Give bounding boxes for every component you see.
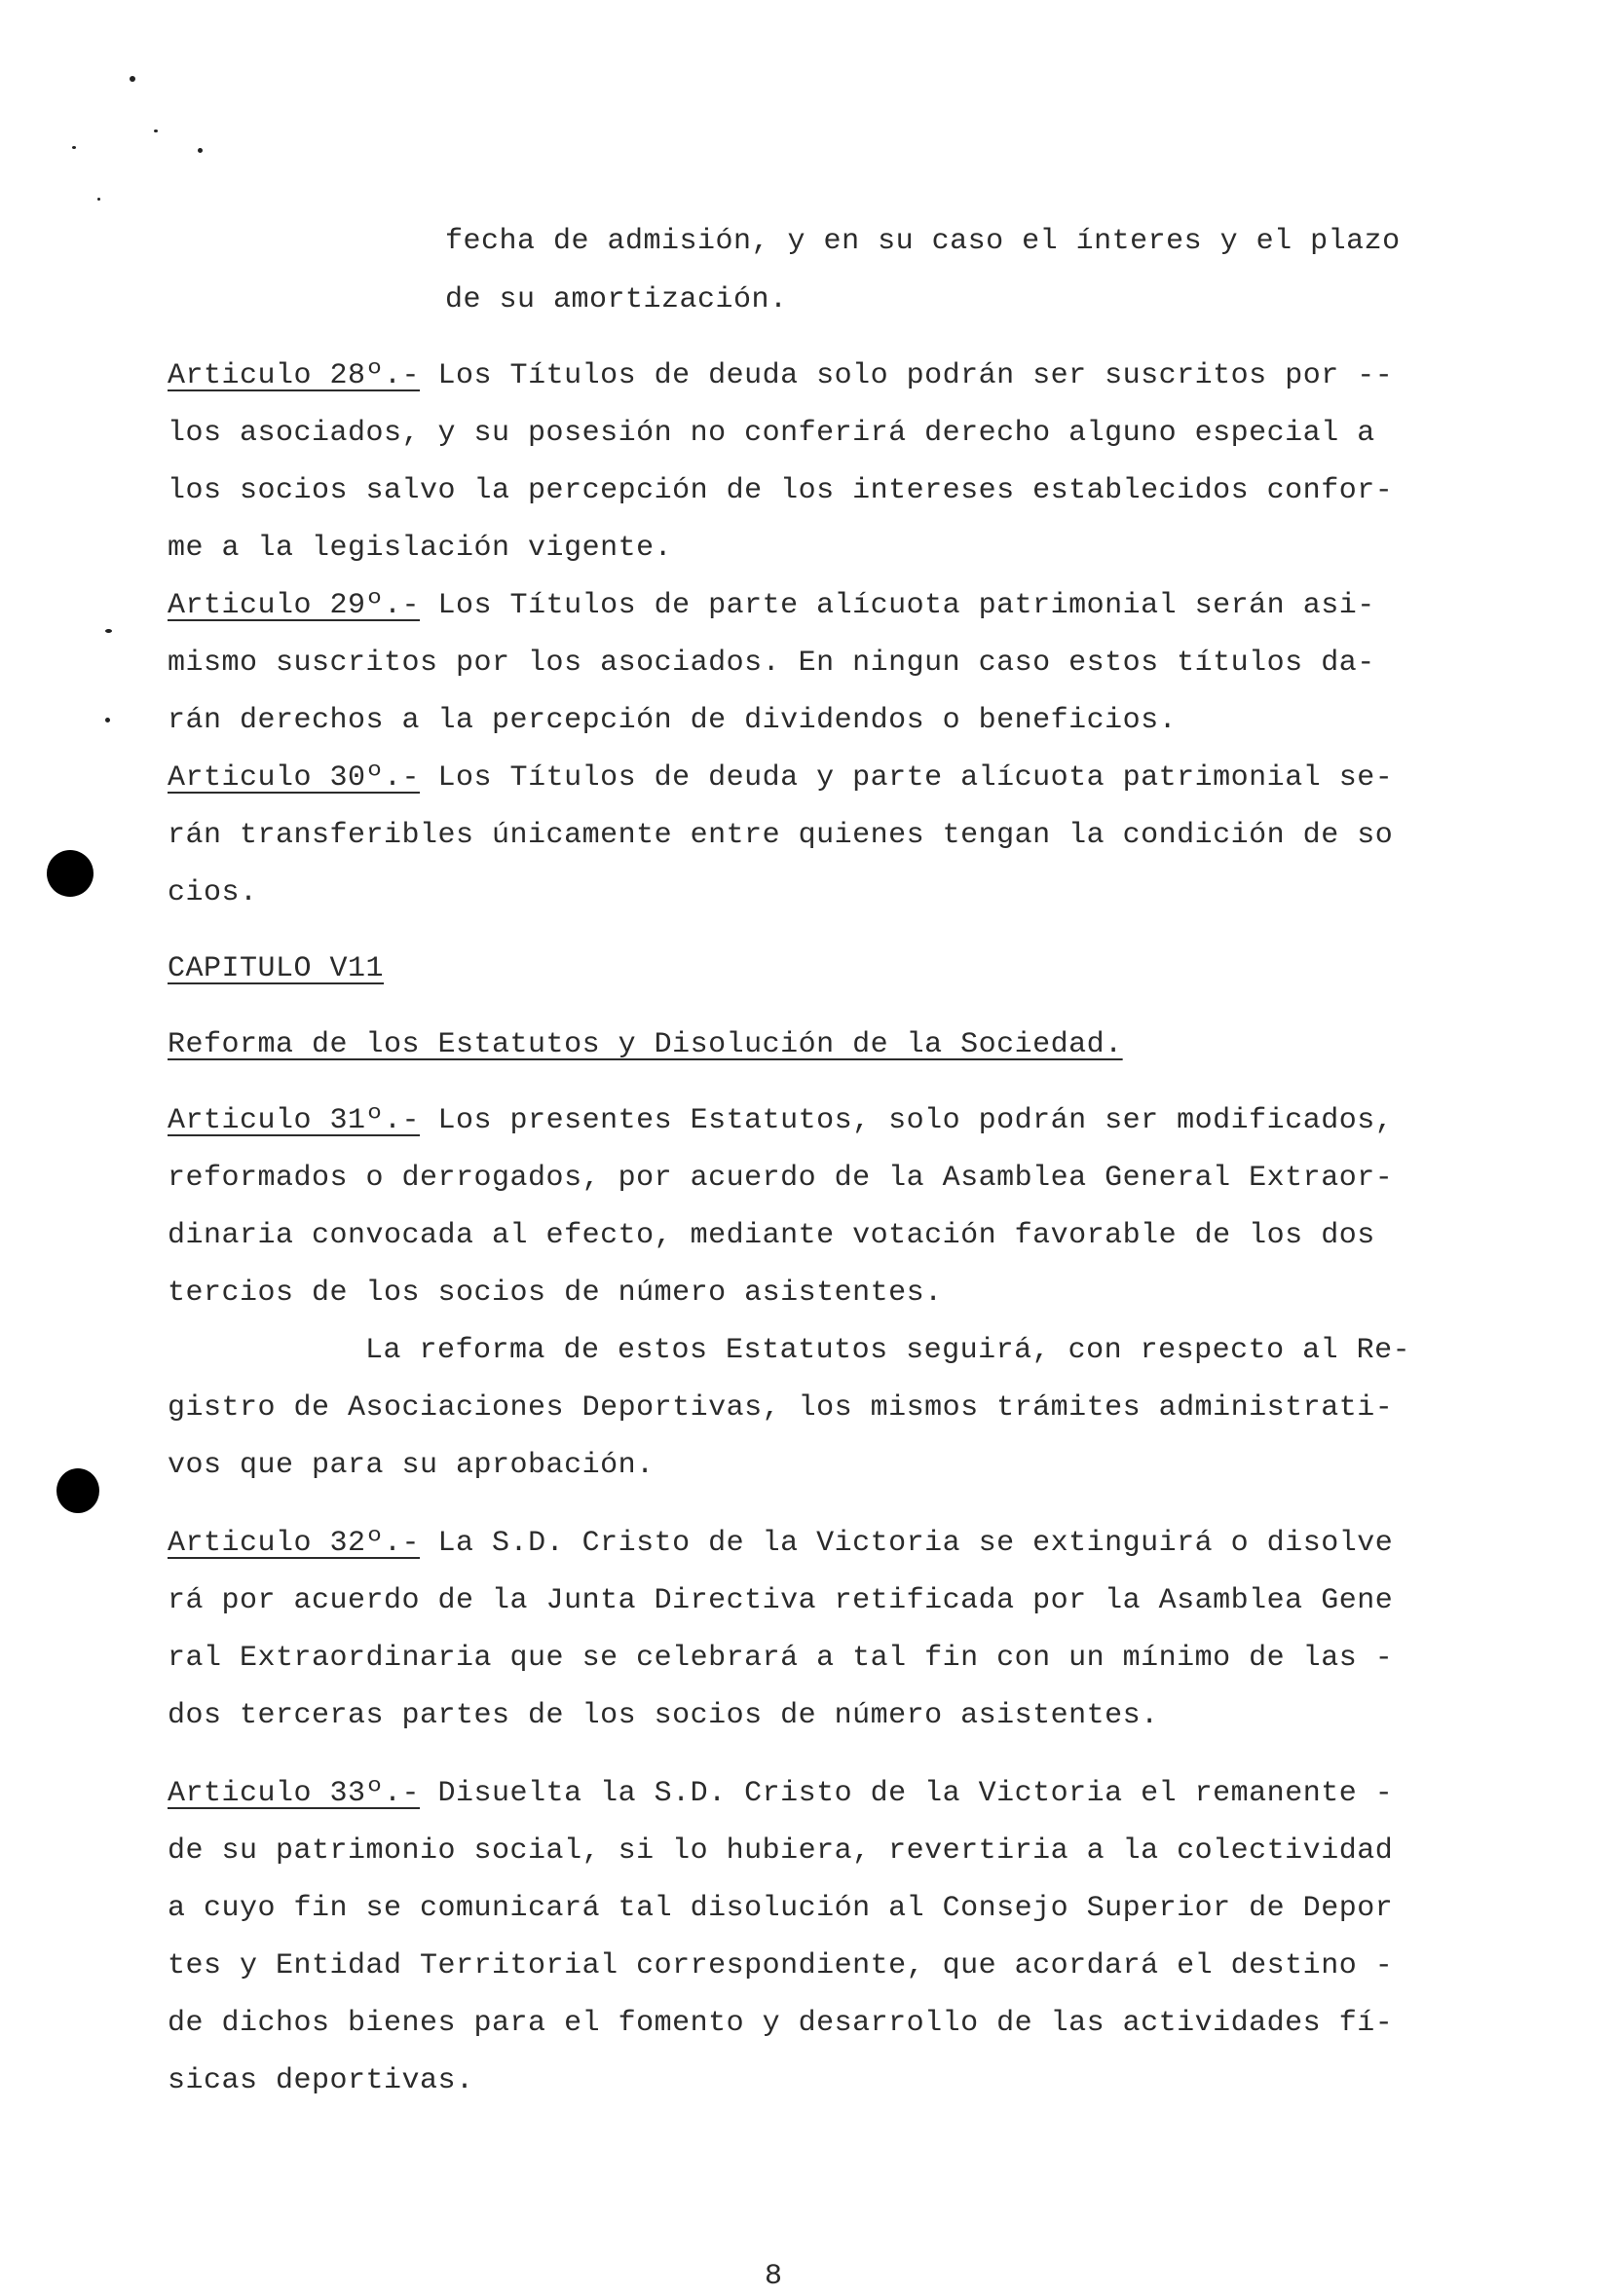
text-line: Los Títulos de deuda y parte alícuota patrimonial se- [420, 761, 1394, 795]
article-30-line [168, 759, 1531, 797]
text-line: Los Títulos de deuda solo podrán ser suscritos por -- [420, 359, 1394, 392]
text-line: de su patrimonio social, si lo hubiera, revertiria a la colectividad [168, 1834, 1394, 1868]
punch-hole [47, 850, 94, 897]
article-28-line [168, 356, 1531, 395]
text-line: rán transferibles únicamente entre quienes tengan la condición de so [168, 819, 1394, 852]
page-number: 8 [765, 2260, 783, 2293]
scan-speck [105, 629, 112, 633]
article-33-label: Articulo 33º.- [168, 1777, 421, 1810]
text-line: sicas deportivas. [168, 2064, 474, 2097]
text-line: dinaria convocada al efecto, mediante votación favorable de los dos [168, 1219, 1375, 1252]
text-line: vos que para su aprobación. [168, 1449, 655, 1482]
text-line: de dichos bienes para el fomento y desarrollo de las actividades fí- [168, 2007, 1394, 2040]
text-line: mismo suscritos por los asociados. En ningun caso estos títulos da- [168, 647, 1375, 680]
text-line: a cuyo fin se comunicará tal disolución al Consejo Superior de Depor [168, 1892, 1394, 1925]
article-30-label: Articulo 30º.- [168, 761, 421, 795]
chapter-subtitle: Reforma de los Estatutos y Disolución de la Sociedad. [168, 1028, 1123, 1061]
text-line: ral Extraordinaria que se celebrará a tal fin con un mínimo de las - [168, 1642, 1394, 1675]
chapter-title: CAPITULO V11 [168, 952, 385, 985]
text-line: La reforma de estos Estatutos seguirá, con respecto al Re- [365, 1334, 1411, 1367]
text-line: reformados o derrogados, por acuerdo de la Asamblea General Extraor- [168, 1162, 1394, 1195]
article-32-line [168, 1524, 1531, 1563]
text-line: tes y Entidad Territorial correspondiente, que acordará el destino - [168, 1949, 1394, 1982]
text-line: dos terceras partes de los socios de número asistentes. [168, 1699, 1159, 1732]
text-line: rá por acuerdo de la Junta Directiva retificada por la Asamblea Gene [168, 1584, 1394, 1617]
text-line: gistro de Asociaciones Deportivas, los mismos trámites administrati- [168, 1391, 1394, 1425]
text-line: de su amortización. [445, 283, 788, 316]
article-31-line [168, 1101, 1531, 1140]
scan-speck [72, 146, 76, 149]
scan-speck [105, 718, 110, 722]
text-line: Los presentes Estatutos, solo podrán ser modificados, [420, 1104, 1394, 1137]
punch-hole [56, 1468, 99, 1513]
text-line: me a la legislación vigente. [168, 532, 673, 565]
text-line: Disuelta la S.D. Cristo de la Victoria el remanente - [420, 1777, 1394, 1810]
text-line: los asociados, y su posesión no conferirá derecho alguno especial a [168, 417, 1375, 450]
article-29-label: Articulo 29º.- [168, 589, 421, 622]
text-line: Los Títulos de parte alícuota patrimonial serán asi- [420, 589, 1375, 622]
scan-speck [130, 76, 135, 82]
article-33-line [168, 1774, 1531, 1813]
article-28-label: Articulo 28º.- [168, 359, 421, 392]
article-29-line [168, 586, 1531, 625]
article-31-label: Articulo 31º.- [168, 1104, 421, 1137]
text-line: tercios de los socios de número asistentes. [168, 1277, 943, 1310]
text-line: cios. [168, 876, 258, 909]
text-line: rán derechos a la percepción de dividendos o beneficios. [168, 704, 1178, 737]
text-line: fecha de admisión, y en su caso el ínteres y el plazo [445, 225, 1401, 258]
scan-speck [198, 148, 203, 153]
scan-speck [154, 130, 158, 132]
text-line: los socios salvo la percepción de los intereses establecidos confor- [168, 474, 1394, 507]
article-32-label: Articulo 32º.- [168, 1527, 421, 1560]
scan-speck [97, 198, 100, 201]
text-line: La S.D. Cristo de la Victoria se extinguirá o disolve [420, 1527, 1394, 1560]
